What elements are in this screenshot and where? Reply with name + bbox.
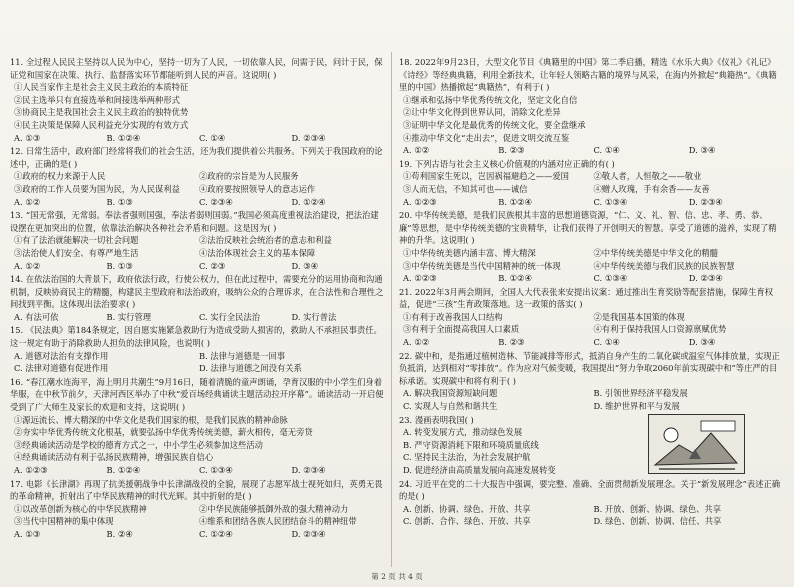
- option: C. 实现人与自然和谐共生: [403, 401, 498, 412]
- option-row: [399, 247, 784, 260]
- option-row: [10, 247, 384, 260]
- question-stem: 17. 电影《长津湖》再现了抗美援朝战争中长津湖战役的全貌，展现了志愿军战士视死如归，英勇无畏的革命精神，折射出了中华民族精神的时代光辉。其中折射的是( ): [10, 478, 383, 502]
- answer-choice: A. ①③: [14, 528, 41, 539]
- answer-choice: D. 实行普法: [291, 311, 337, 322]
- question-14: [10, 273, 384, 323]
- option: ③协商民主是我国社会主义民主政治的独特优势: [14, 107, 189, 118]
- question-stem: 24. 习近平在党的二十大报告中强调，要完整、准确、全面贯彻新发展理念。关于“新发展理念”表述正确的是( ): [399, 478, 781, 502]
- option: B. 严守资源消耗下限和环境质量底线: [403, 439, 539, 450]
- option-row: [10, 515, 384, 528]
- option-row: [10, 503, 384, 516]
- question-11: [10, 56, 384, 144]
- answer-choice: A. ①③: [14, 132, 41, 143]
- answer-choice: A. ①②③: [403, 196, 437, 207]
- question-stem: 16. “春江潮水连海平，海上明月共潮生”9月16日，随着清脆的童声朗诵，孕育汉服的中小学生们身着华服，在中秋节前夕，天津河西区举办了中秋“爱百场经典诵读主题活动拉开序幕”。诵读活动一开启便受到了广大师生及家长的欢迎和支持，这说明( ): [10, 376, 384, 413]
- answer-choice: A. 创新、协调、绿色、开放、共享: [403, 503, 531, 514]
- option: ④政府要按照领导人的意志运作: [199, 183, 316, 194]
- option: ②政府的宗旨是为人民服务: [199, 171, 299, 182]
- option: ②中华民族能够抵御外敌的强大精神动力: [199, 503, 349, 514]
- question-19: [399, 158, 784, 208]
- question-22: [399, 350, 784, 413]
- option: ④有利于保持我国人口资源禀赋优势: [593, 324, 727, 335]
- option: ④经典诵读活动有利于弘扬民族精神，增强民族自信心: [14, 452, 214, 463]
- answer-choice: D. ①②④: [291, 196, 326, 207]
- answer-choice: A. ①②: [14, 260, 41, 271]
- question-13: [10, 209, 384, 272]
- answer-choice: A. ①②: [403, 337, 430, 348]
- question-20: [399, 209, 784, 285]
- question-stem: 15. 《民法典》第184条规定，因自愿实施紧急救助行为造成受助人损害的，救助人不承担民事责任。这一规定有助于消除救助人担负的法律风险，也说明( ): [10, 325, 382, 349]
- answer-choice: B. ①②④: [498, 196, 532, 207]
- answer-row: [399, 503, 784, 516]
- answer-row: [10, 528, 384, 541]
- answer-choice: A. ①②③: [14, 465, 48, 475]
- option-row: [399, 183, 784, 196]
- option: ③中华传统美德是当代中国精神的统一体现: [403, 260, 561, 271]
- option: ③当代中国精神的集中体现: [14, 516, 114, 527]
- answer-choice: A. 有法可依: [14, 311, 59, 322]
- option-row: [399, 170, 784, 183]
- option: ①苟利国家生死以，岂因祸福避趋之——爱国: [403, 171, 569, 182]
- option: ②让中华文化得到世界认同，消除文化差异: [403, 107, 561, 118]
- option: ②民主选举只有直接选举和间接选举两种形式: [14, 94, 180, 105]
- answer-choice: D. ③④: [291, 260, 319, 271]
- option-row: [399, 387, 784, 400]
- option: ③政府的工作人员要为国为民，为人民谋利益: [14, 183, 180, 194]
- left-column: [10, 56, 384, 542]
- option: ③有利于全面提高我国人口素质: [403, 324, 520, 335]
- answer-choice: D. ③④: [688, 337, 716, 348]
- page-footer: 第 2 页 共 4 页: [371, 572, 423, 581]
- question-15: [10, 324, 384, 374]
- option-row: [399, 311, 784, 324]
- answer-row: [10, 196, 384, 209]
- option: ②中华传统美德是中华文化的精髓: [593, 247, 718, 258]
- answer-row: [10, 260, 384, 273]
- option-row: [399, 323, 784, 336]
- option: C. 法律对道德有促进作用: [14, 363, 109, 374]
- answer-choice: C. ①③④: [593, 196, 628, 207]
- option-row: [10, 362, 384, 375]
- answer-row: [399, 272, 784, 285]
- answer-choice: B. ①②④: [498, 273, 532, 284]
- option: ②敬人者，人恒敬之——敬业: [593, 171, 702, 182]
- question-stem: 21. 2022年3月两会期间，全国人大代表张来安提出议案：通过推出生育奖励等配套措施，保障生育权益，促进“三孩”生育政策落地。这一政策的落实( ): [399, 286, 774, 310]
- option: ①中华传统美德内涵丰富、博大精深: [403, 247, 536, 258]
- option: ④赠人玫瑰，手有余香——友善: [593, 183, 710, 194]
- answer-row: [399, 144, 784, 157]
- option: A. 道德对法治有支撑作用: [14, 350, 109, 361]
- answer-choice: B. ②③: [498, 337, 525, 348]
- option: ④推动中华文化“走出去”，促进文明交流互鉴: [403, 132, 570, 143]
- answer-choice: D. ②③④: [291, 465, 326, 475]
- answer-choice: B. ①②④: [106, 132, 141, 143]
- question-17: [10, 478, 384, 541]
- answer-choice: C. ②③④: [199, 196, 233, 207]
- question-21: [399, 286, 784, 349]
- option: ①源远流长、博大精深的中华文化是我们国家的根，是我们民族的精神命脉: [14, 414, 288, 425]
- answer-choice: C. 实行全民法治: [199, 311, 261, 322]
- option: ③经典诵读活动是学校的德育方式之一，中小学生必须参加这些活动: [14, 439, 263, 450]
- answer-choice: A. ①②: [14, 196, 41, 207]
- option-row: [399, 260, 784, 273]
- option: ①有了法治就能解决一切社会问题: [14, 235, 139, 246]
- answer-choice: C. ①②④: [199, 528, 233, 539]
- answer-choice: C. ①③④: [199, 465, 233, 475]
- answer-choice: B. ②④: [106, 528, 133, 539]
- question-stem: 18. 2022年9月23日，大型文化节目《典籍里的中国》第二季启播，精选《水乐大典》《仪礼》《礼记》《诗经》等经典典籍，利用全新技术，让年轻人领略古籍的境界与风采，在海内外掀起“典籍热”。《典籍里的中国》热播掀起“典籍热”，有利于( ): [399, 57, 777, 93]
- option: D. 维护世界和平与发展: [593, 401, 680, 412]
- answer-row: [399, 196, 784, 209]
- option: ①继承和弘扬中华优秀传统文化，坚定文化自信: [403, 94, 578, 105]
- answer-choice: A. ①②③: [403, 273, 437, 284]
- answer-row: [10, 311, 384, 324]
- answer-choice: B. ①②④: [106, 465, 141, 475]
- question-stem: 22. 碳中和，是指通过植树造林、节能减排等形式，抵消自身产生的二氧化碳或温室气体排放量，实现正负抵消，达到相对“零排放”。作为应对气候变暖，我国提出“努力争取2060年前实现碳中和”等庄严的目标承诺。实现碳中和将有利于( ): [399, 350, 780, 386]
- option: B. 法律与道德是一回事: [199, 350, 286, 361]
- option: ④法治体现社会主义的基本保障: [199, 247, 316, 258]
- question-stem: 13. “国无常强，无常弱。奉法者强则国强，奉法者弱则国弱。”我国必须高度重视法治建设，把法治建设摆在更加突出的位置，依靠法治解决各种社会矛盾和问题。这是因为( ): [10, 210, 379, 233]
- option: ③人而无信，不知其可也——诚信: [403, 183, 528, 194]
- answer-choice: D. ②③④: [688, 273, 723, 284]
- question-23: [399, 414, 639, 477]
- answer-choice: D. 绿色、创新、协调、信任、共享: [593, 516, 722, 527]
- option: A. 解决我国资源短缺问题: [403, 388, 498, 399]
- question-stem: 23. 漫画表明我国( ): [399, 414, 474, 425]
- question-stem: 11. 全过程人民民主坚持以人民为中心，坚持一切为了人民，一切依靠人民，问需于民，问计于民，保证党和国家在决策、执行、监督落实环节都能听到人民的声音。这说明( ): [10, 57, 383, 80]
- answer-choice: B. ②③: [498, 145, 525, 156]
- answer-row: [10, 464, 384, 477]
- question-stem: 19. 下列古语与社会主义核心价值观的内涵对应正确的有( ): [399, 158, 615, 169]
- answer-choice: B. 开放、创新、协调、绿色、共享: [593, 503, 722, 514]
- answer-choice: D. ②③④: [688, 196, 723, 207]
- cartoon-image: [648, 414, 745, 474]
- answer-choice: D. ③④: [688, 145, 716, 156]
- answer-choice: C. ①③④: [593, 273, 628, 284]
- option: ④中华传统美德与我们民族的民族智慧: [593, 260, 735, 271]
- answer-choice: C. ②③: [199, 260, 226, 271]
- question-12: [10, 145, 384, 208]
- answer-choice: B. ①③: [106, 196, 133, 207]
- question-stem: 20. 中华传统美德，是我们民族根其丰富的思想道德资源，“仁、义、礼、智、信、忠、孝、勇、恭、廉”等思想，是中华传统美德的宝贵精华，让我们获得了开创明天的智慧。享受了道德的滋养，实现了精神的升华。这说明( ): [399, 210, 777, 246]
- answer-choice: C. ①④: [593, 145, 620, 156]
- option: A. 转变发展方式，推动绿色发展: [403, 427, 523, 438]
- option: ④维系和团结各族人民团结奋斗的精神纽带: [199, 516, 357, 527]
- answer-choice: C. ①④: [593, 337, 620, 348]
- option: D. 法律与道德之间没有关系: [199, 363, 302, 374]
- option: ③证明中华文化是最优秀的传统文化，要全盘继承: [403, 119, 586, 130]
- question-18: [399, 56, 784, 157]
- question-24: [399, 478, 784, 528]
- question-stem: 14. 在依法治国的大背景下，政府依法行政，行使公权力，但在此过程中，需要充分的运用协商和沟通机制，反映协商民主的精髓，构建民主型政府和法治政府，吸纳公众的合理诉求，在合法性和合理性之间找到平衡。这体现出法治要求( ): [10, 274, 384, 310]
- option: D. 促进经济由高质量发展向高速发展转变: [403, 465, 556, 475]
- option: ④民主决策是保障人民利益充分实现的有效方式: [14, 119, 189, 130]
- answer-choice: C. 创新、合作、绿色、开放、共享: [403, 516, 531, 527]
- answer-choice: D. ②③④: [291, 528, 326, 539]
- answer-choice: A. ①②: [403, 145, 430, 156]
- answer-row: [399, 515, 784, 528]
- option: ②是我国基本国策的体现: [593, 311, 685, 322]
- option: C. 坚持民主法治，为社会发展护航: [403, 452, 531, 463]
- answer-row: [10, 132, 384, 145]
- answer-choice: B. 实行管理: [106, 311, 152, 322]
- option: ②法治反映社会统治者的意志和利益: [199, 235, 332, 246]
- option-row: [10, 350, 384, 363]
- answer-choice: C. ①④: [199, 132, 226, 143]
- option: ①以改革创新为核心的中华民族精神: [14, 503, 147, 514]
- cartoon-illustration: [649, 415, 744, 473]
- question-16: [10, 376, 384, 477]
- option-row: [10, 170, 384, 183]
- answer-row: [399, 336, 784, 349]
- option: ③法治使人们安全、有尊严地生活: [14, 247, 139, 258]
- option: B. 引领世界经济平稳发展: [593, 388, 688, 399]
- answer-choice: B. ①③: [106, 260, 133, 271]
- option-row: [10, 234, 384, 247]
- option: ①政府的权力来源于人民: [14, 171, 106, 182]
- column-divider: [391, 52, 392, 567]
- option-row: [399, 400, 784, 413]
- option: ②夯实中华优秀传统文化根基，就要弘扬中华优秀传统美德，薪火相传，毫无旁贷: [14, 427, 313, 438]
- option: ①有利于改善我国人口结构: [403, 311, 503, 322]
- answer-choice: D. ②③④: [291, 132, 326, 143]
- option: ①人民当家作主是社会主义民主政治的本质特征: [14, 82, 189, 93]
- question-stem: 12. 日常生活中，政府部门经常将我们的社会生活，还为我们提供着公共服务。下列关于我国政府的论述中，正确的是( ): [10, 146, 383, 169]
- option-row: [10, 183, 384, 196]
